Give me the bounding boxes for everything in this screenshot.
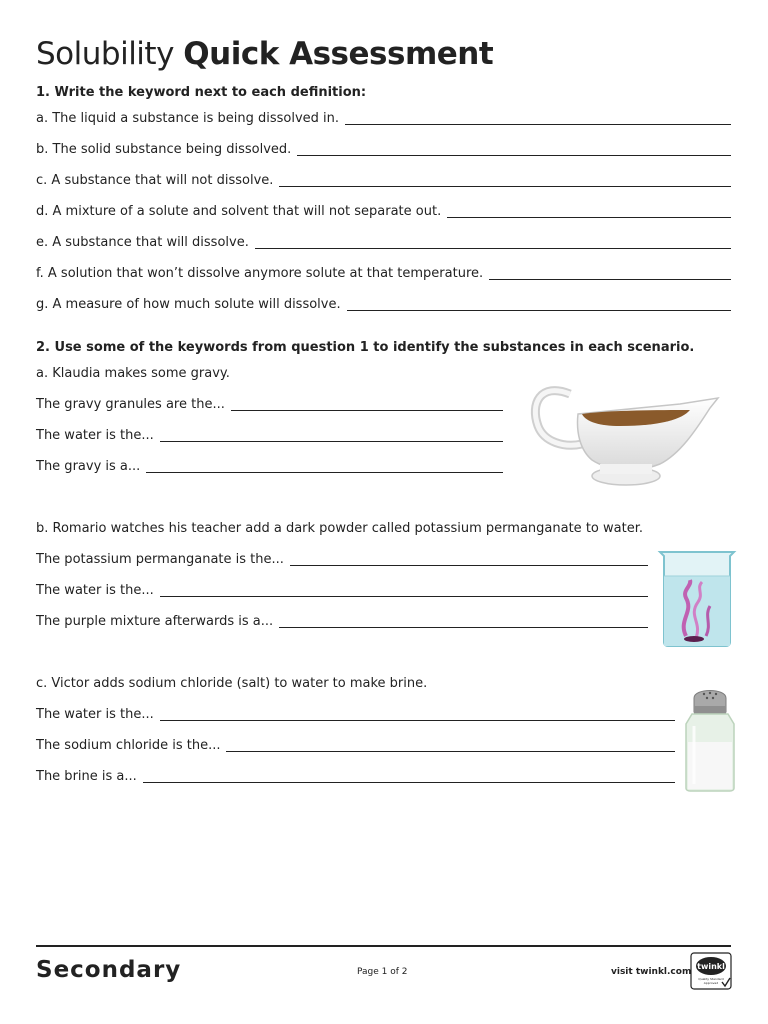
answer-line[interactable] [447,217,731,218]
page-number: Page 1 of 2 [357,967,408,977]
page-title [36,34,493,74]
twinkl-logo-icon [690,952,732,990]
title-light: Solubility [36,36,174,72]
scenario-a-prompt-1 [36,396,503,414]
definition-text: d. A mixture of a solute and solvent that will not separate out. [36,204,442,219]
answer-line[interactable] [279,186,731,187]
answer-line[interactable] [160,596,648,597]
svg-text:twinkl: twinkl [697,962,725,971]
q1-item-a [36,110,731,128]
svg-text:Approved: Approved [703,981,719,985]
scenario-c-prompt-3 [36,768,675,786]
q1-item-g [36,296,731,314]
answer-line[interactable] [160,720,675,721]
question-2-heading: 2. Use some of the keywords from question 1 to identify the substances in each scenario. [36,340,695,355]
answer-line[interactable] [290,565,648,566]
definition-text: f. A solution that won’t dissolve anymore solute at that temperature. [36,266,484,281]
prompt-text: The sodium chloride is the... [36,738,221,753]
answer-line[interactable] [160,441,503,442]
answer-line[interactable] [297,155,731,156]
answer-line[interactable] [231,410,503,411]
question-1-heading: 1. Write the keyword next to each definition: [36,85,367,100]
title-bold: Quick Assessment [183,36,494,72]
prompt-text: The gravy is a... [36,459,141,474]
scenario-b-intro: b. Romario watches his teacher add a dark powder called potassium permanganate to water. [36,521,643,536]
q1-item-f [36,265,731,283]
definition-text: g. A measure of how much solute will dissolve. [36,297,341,312]
answer-line[interactable] [345,124,731,125]
prompt-text: The water is the... [36,583,154,598]
prompt-text: The brine is a... [36,769,137,784]
answer-line[interactable] [146,472,503,473]
prompt-text: The purple mixture afterwards is a... [36,614,274,629]
brand-secondary: Secondary [36,957,182,983]
prompt-text: The water is the... [36,707,154,722]
definition-text: b. The solid substance being dissolved. [36,142,292,157]
scenario-b-prompt-3 [36,613,648,631]
scenario-b-prompt-1 [36,551,648,569]
gravy-boat-icon [530,374,722,492]
scenario-c-prompt-1 [36,706,675,724]
scenario-a-intro: a. Klaudia makes some gravy. [36,366,230,381]
definition-text: c. A substance that will not dissolve. [36,173,274,188]
scenario-a-prompt-3 [36,458,503,476]
answer-line[interactable] [143,782,675,783]
visit-link[interactable]: visit twinkl.com [611,967,692,977]
answer-line[interactable] [347,310,731,311]
svg-text:Quality Standard: Quality Standard [698,977,724,981]
q1-item-e [36,234,731,252]
definition-text: e. A substance that will dissolve. [36,235,249,250]
scenario-c-prompt-2 [36,737,675,755]
q1-item-d [36,203,731,221]
salt-shaker-icon [682,684,738,794]
q1-item-b [36,141,731,159]
answer-line[interactable] [489,279,731,280]
definition-text: a. The liquid a substance is being dissolved in. [36,111,340,126]
answer-line[interactable] [255,248,731,249]
prompt-text: The potassium permanganate is the... [36,552,284,567]
beaker-icon [656,546,738,648]
q1-item-c [36,172,731,190]
scenario-a-prompt-2 [36,427,503,445]
scenario-c-intro: c. Victor adds sodium chloride (salt) to water to make brine. [36,676,428,691]
answer-line[interactable] [226,751,675,752]
footer-rule [36,945,731,947]
scenario-b-prompt-2 [36,582,648,600]
prompt-text: The gravy granules are the... [36,397,225,412]
prompt-text: The water is the... [36,428,154,443]
answer-line[interactable] [279,627,648,628]
